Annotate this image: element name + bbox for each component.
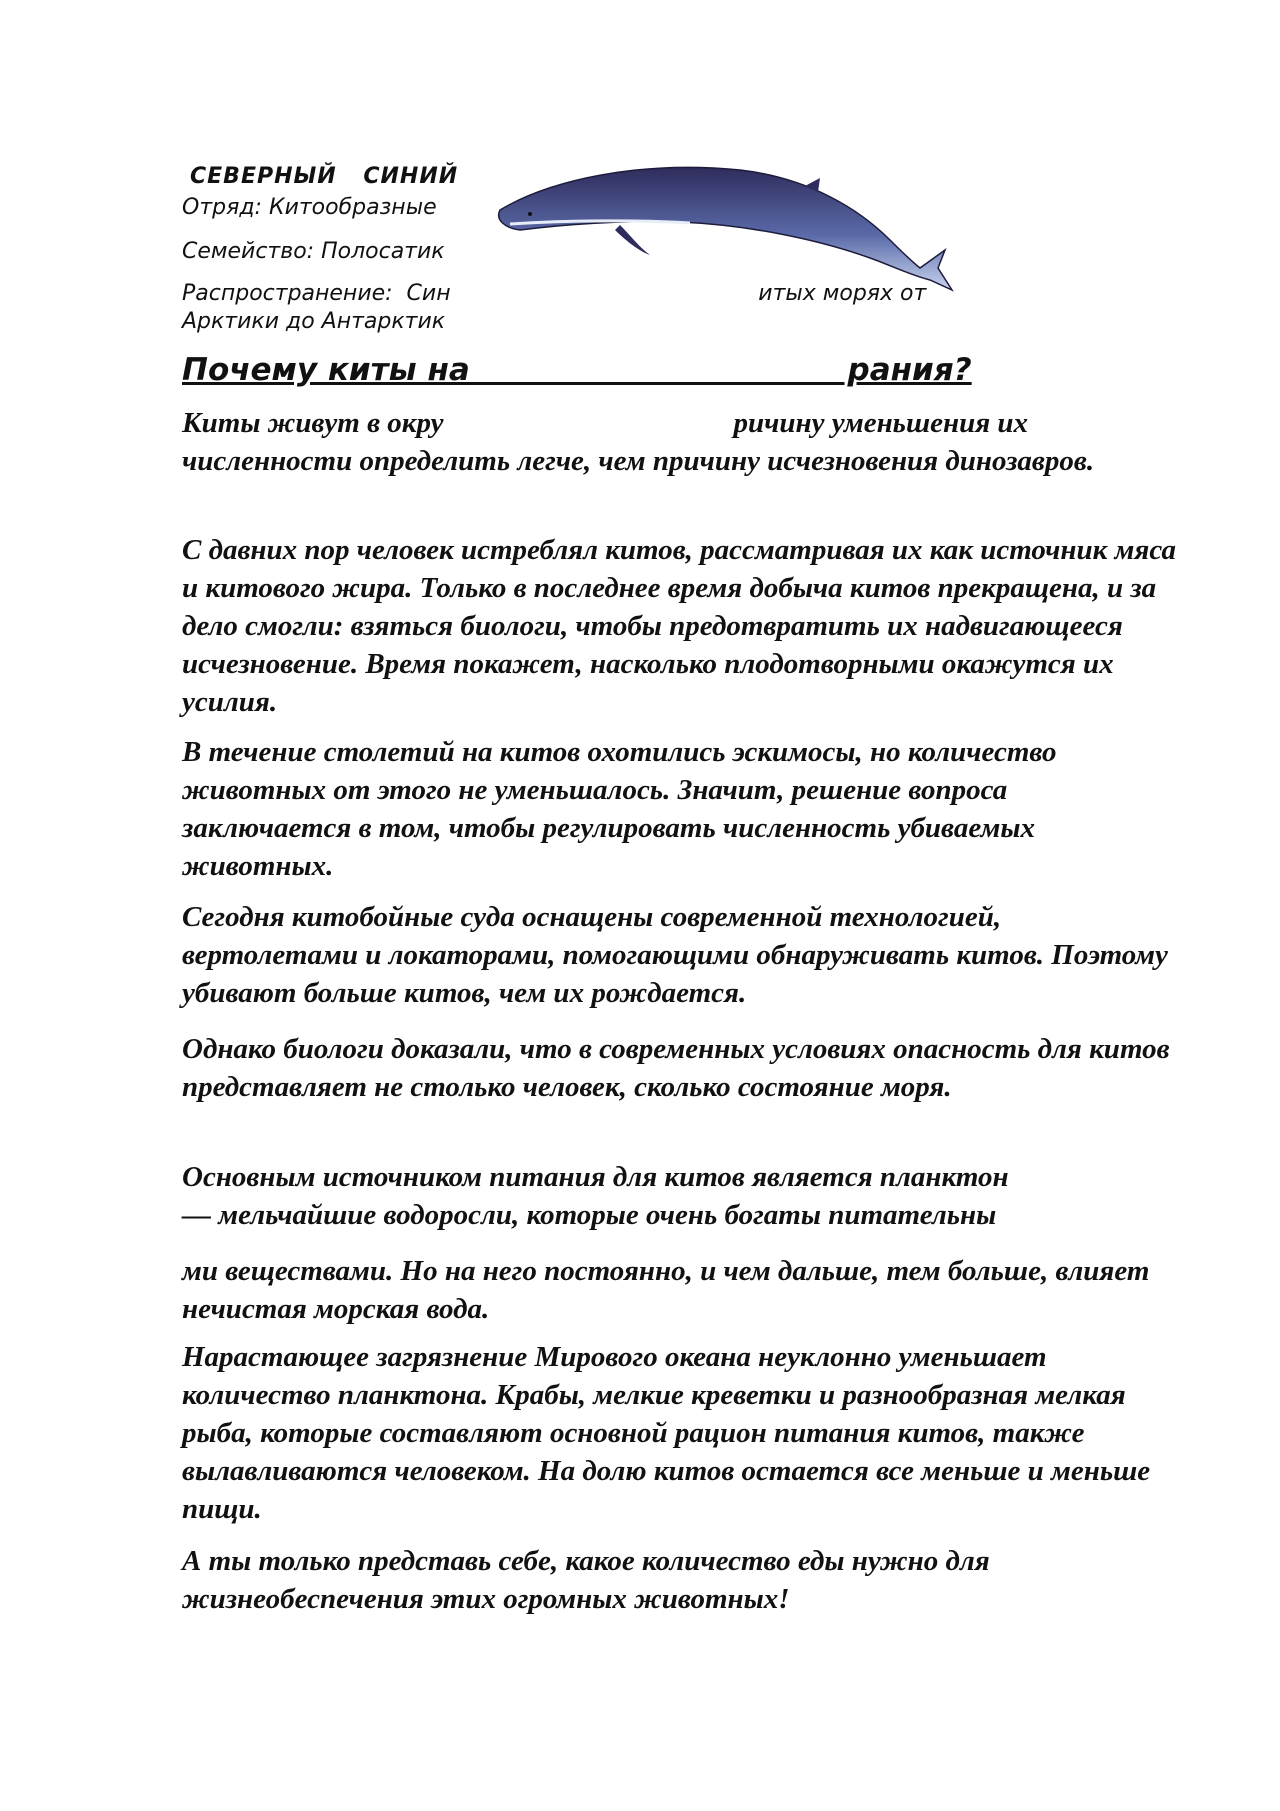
paragraph-8: Нарастающее загрязнение Мирового океана неуклонно уменьшает количество планктона. Крабы, мелкие креветки и разнообразная мелкая рыба, которые составляют основной рацион питания китов, также вылавливаются человеком. На долю китов остается все меньше и меньше пищи. [182, 1341, 1151, 1525]
paragraph-1: Киты живут в окру ричину уменьшения их численности определить легче, чем причину исчезновения динозавров. [182, 407, 1095, 477]
paragraph-6-line-1: Основным источником питания для китов является планктон [182, 1161, 1009, 1193]
paragraph-5: Однако биологи доказали, что в современных условиях опасность для китов представляет не столько человек, сколько состояние моря. [182, 1033, 1170, 1103]
range-line-2: Арктики до Антарктик [182, 309, 446, 334]
whale-body [499, 167, 952, 290]
paragraph-7: ми веществами. Но на него постоянно, и чем дальше, тем больше, влияет нечистая морская вода. [182, 1255, 1150, 1325]
whale-eye [528, 212, 532, 216]
whale-flipper [615, 225, 650, 255]
family-line: Семейство: Полосатик [182, 239, 445, 264]
paragraph-2: С давних пор человек истреблял китов, рассматривая их как источник мяса и китового жира. Только в последнее время добыча китов прекращена, и за дело смогли: взяться биологи, чтобы предотвратить их надвигающееся исчезновение. Время покажет, насколько плодотворными окажутся их усилия. [182, 534, 1176, 718]
paragraph-4: Сегодня китобойные суда оснащены современной технологией, вертолетами и локаторами, помогающими обнаруживать китов. Поэтому убивают больше китов, чем их рождается. [182, 901, 1168, 1009]
section-heading: Почему киты на рания? [182, 352, 972, 388]
order-line: Отряд: Китообразные [182, 195, 437, 220]
range-line-1: Распространение: Син итых морях от [182, 281, 927, 306]
paragraph-9: А ты только представь себе, какое количество еды нужно для жизнеобеспечения этих огромных животных! [182, 1545, 990, 1615]
blue-whale-illustration [490, 140, 960, 325]
paragraph-6-line-2: — мельчайшие водоросли, которые очень богаты питательны [182, 1199, 997, 1231]
species-title: СЕВЕРНЫЙ СИНИЙ [190, 164, 459, 189]
paragraph-3: В течение столетий на китов охотились эскимосы, но количество животных от этого не уменьшалось. Значит, решение вопроса заключается в том, чтобы регулировать численность убиваемых животных. [182, 736, 1057, 882]
